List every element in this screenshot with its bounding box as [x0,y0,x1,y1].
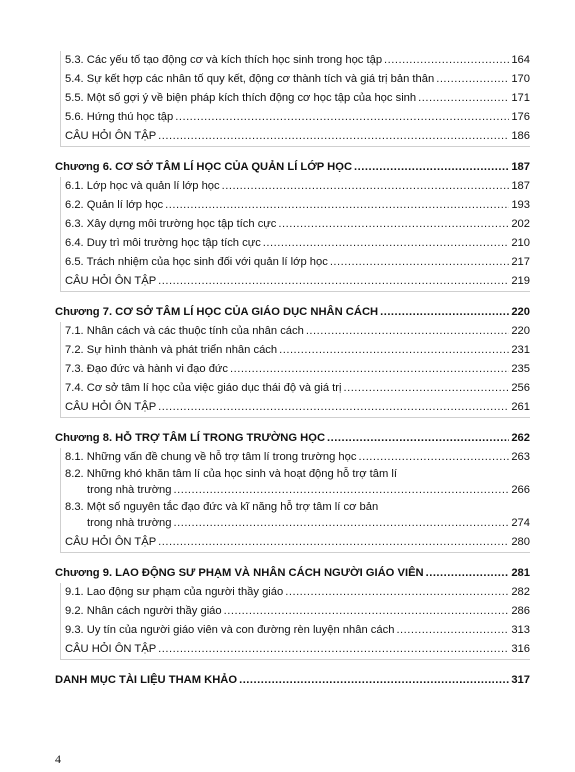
toc-chapter-c6[interactable] [55,158,530,177]
group-border-bottom [60,291,530,292]
toc-entry-page: 187 [511,180,530,192]
page-number: 4 [55,752,61,766]
toc-entry-page: 231 [511,344,530,356]
group-border-left [60,177,61,291]
toc-entry-label: 8.3. Một số nguyên tắc đạo đức và kĩ năng hỗ trợ tâm lí cơ bản [65,501,379,513]
toc-chapter-label: Chương 8. HỖ TRỢ TÂM LÍ TRONG TRƯỜNG HỌC [55,432,326,444]
toc-chapter-page: 281 [511,567,530,579]
toc-entry-s5-4[interactable] [55,70,530,89]
toc-chapter-page: 187 [511,161,530,173]
toc-entry-label: 9.1. Lao động sư phạm của người thầy giáo [65,586,284,598]
toc-entry-page: 256 [511,382,530,394]
toc-entry-page: 210 [511,237,530,249]
leader-dots [306,322,510,341]
group-border-bottom [60,146,530,147]
toc-entry-label: 6.1. Lớp học và quản lí lớp học [65,180,220,192]
toc-entry-page: 164 [511,54,530,66]
toc-chapter-c7[interactable] [55,303,530,322]
toc-entry-label-cont: trong nhà trường [87,484,172,496]
toc-entry-label: 8.1. Những vấn đề chung về hỗ trợ tâm lí trong trường học [65,451,357,463]
leader-dots [158,398,509,417]
group-border-left [60,322,61,417]
toc-entry-label: 7.2. Sự hình thành và phát triển nhân cách [65,344,278,356]
leader-dots [278,215,509,234]
toc-entry-s7-1[interactable] [55,322,530,341]
leader-dots [175,108,509,127]
leader-dots [330,253,510,272]
toc-entry-s7-3[interactable] [55,360,530,379]
leader-dots [343,379,509,398]
toc-entry-label: CÂU HỎI ÔN TẬP [65,536,157,548]
toc-entry-page: 235 [511,363,530,375]
toc-chapter-label: DANH MỤC TÀI LIỆU THAM KHẢO [55,674,238,686]
toc-entry-s6-3[interactable] [55,215,530,234]
section-gap [55,552,530,564]
toc-entry-label: 9.2. Nhân cách người thầy giáo [65,605,222,617]
toc-entry-page: 261 [511,401,530,413]
toc-entry-page: 171 [511,92,530,104]
toc-entry-s9-1[interactable] [55,583,530,602]
leader-dots [158,127,509,146]
leader-dots [222,177,510,196]
toc-entry-label: 9.3. Uy tín của người giáo viên và con đường rèn luyện nhân cách [65,624,395,636]
toc-entry-page: 280 [511,536,530,548]
toc-entry-label: 6.5. Trách nhiệm của học sinh đối với quản lí lớp học [65,256,328,268]
toc-entry-page: 193 [511,199,530,211]
leader-dots [174,481,510,500]
toc-entry-label: 5.4. Sự kết hợp các nhân tố quy kết, động cơ thành tích và giá trị bản thân [65,73,435,85]
toc-entry-page: 170 [511,73,530,85]
toc-entry-page: 316 [511,643,530,655]
leader-dots [354,158,509,177]
toc-entry-label: 5.5. Một số gợi ý về biện pháp kích thích động cơ học tập của học sinh [65,92,417,104]
toc-entry-page: 282 [511,586,530,598]
toc-entry-page: 266 [511,484,530,496]
leader-dots [396,621,509,640]
toc-entry-s6-4[interactable] [55,234,530,253]
toc-entry-label: CÂU HỎI ÔN TẬP [65,401,157,413]
section-gap [55,146,530,158]
toc-entry-s8-1[interactable] [55,448,530,467]
group-border-left [60,448,61,552]
toc-entry-s8-3[interactable] [55,500,530,514]
toc-chapter-refs[interactable] [55,671,530,690]
group-border-left [60,51,61,146]
leader-dots [436,70,509,89]
toc-entry-s9-2[interactable] [55,602,530,621]
leader-dots [230,360,509,379]
toc-entry-s5-6[interactable] [55,108,530,127]
leader-dots [158,272,509,291]
toc-chapter-c9[interactable] [55,564,530,583]
toc-entry-label: CÂU HỎI ÔN TẬP [65,643,157,655]
toc-entry-page: 313 [511,624,530,636]
toc-entry-page: 217 [511,256,530,268]
toc-entry-page: 176 [511,111,530,123]
leader-dots [380,303,509,322]
leader-dots [158,533,509,552]
toc-entry-q8[interactable] [55,533,530,552]
toc-entry-page: 220 [511,325,530,337]
toc-entry-s6-5[interactable] [55,253,530,272]
group-border-bottom [60,417,530,418]
toc-chapter-label: Chương 6. CƠ SỞ TÂM LÍ HỌC CỦA QUẢN LÍ LỚP HỌC [55,161,353,173]
toc-entry-q6[interactable] [55,272,530,291]
toc-entry-label: 5.6. Hứng thú học tập [65,111,174,123]
toc-entry-label: 6.2. Quản lí lớp học [65,199,164,211]
toc-entry-s7-4[interactable] [55,379,530,398]
leader-dots [384,51,509,70]
toc-entry-s5-5[interactable] [55,89,530,108]
toc-entry-q7[interactable] [55,398,530,417]
leader-dots [285,583,509,602]
leader-dots [165,196,509,215]
leader-dots [158,640,509,659]
leader-dots [239,671,509,690]
toc-entry-page: 219 [511,275,530,287]
group-border-bottom [60,552,530,553]
toc-entry-label: 5.3. Các yếu tố tạo động cơ và kích thích học sinh trong học tập [65,54,383,66]
leader-dots [358,448,509,467]
toc-entry-s9-3[interactable] [55,621,530,640]
group-border-left [60,583,61,659]
group-border-bottom [60,659,530,660]
section-gap [55,659,530,671]
toc-entry-label: CÂU HỎI ÔN TẬP [65,130,157,142]
leader-dots [224,602,510,621]
toc-entry-s8-3-cont[interactable] [55,514,530,533]
toc-entry-s7-2[interactable] [55,341,530,360]
toc-entry-label: 6.4. Duy trì môi trường học tập tích cực [65,237,261,249]
toc-chapter-page: 262 [511,432,530,444]
toc-entry-s6-1[interactable] [55,177,530,196]
toc-entry-label: 7.4. Cơ sở tâm lí học của việc giáo dục thái độ và giá trị [65,382,342,394]
toc-entry-page: 286 [511,605,530,617]
toc-entry-q9[interactable] [55,640,530,659]
leader-dots [418,89,509,108]
toc-entry-label-cont: trong nhà trường [87,517,172,529]
section-gap [55,417,530,429]
toc-entry-s8-2-cont[interactable] [55,481,530,500]
toc-chapter-c8[interactable] [55,429,530,448]
toc-entry-page: 263 [511,451,530,463]
leader-dots [279,341,509,360]
leader-dots [174,514,510,533]
toc-entry-label: 7.1. Nhân cách và các thuộc tính của nhân cách [65,325,304,337]
leader-dots [327,429,509,448]
toc-chapter-label: Chương 9. LAO ĐỘNG SƯ PHẠM VÀ NHÂN CÁCH NGƯỜI GIÁO VIÊN [55,567,424,579]
toc-entry-label: 7.3. Đạo đức và hành vi đạo đức [65,363,228,375]
toc-entry-page: 202 [511,218,530,230]
toc-entry-page: 274 [511,517,530,529]
section-gap [55,291,530,303]
toc-entry-s5-3[interactable] [55,51,530,70]
toc-entry-s6-2[interactable] [55,196,530,215]
toc-entry-label: CÂU HỎI ÔN TẬP [65,275,157,287]
leader-dots [426,564,510,583]
toc-chapter-page: 220 [511,306,530,318]
leader-dots [263,234,510,253]
toc-entry-page: 186 [511,130,530,142]
toc-entry-label: 8.2. Những khó khăn tâm lí của học sinh và hoạt động hỗ trợ tâm lí [65,468,397,480]
toc-chapter-label: Chương 7. CƠ SỞ TÂM LÍ HỌC CỦA GIÁO DỤC NHÂN CÁCH [55,306,379,318]
toc-entry-s8-2[interactable] [55,467,530,481]
toc-chapter-page: 317 [511,674,530,686]
toc-entry-q5[interactable] [55,127,530,146]
toc-entry-label: 6.3. Xây dựng môi trường học tập tích cực [65,218,277,230]
